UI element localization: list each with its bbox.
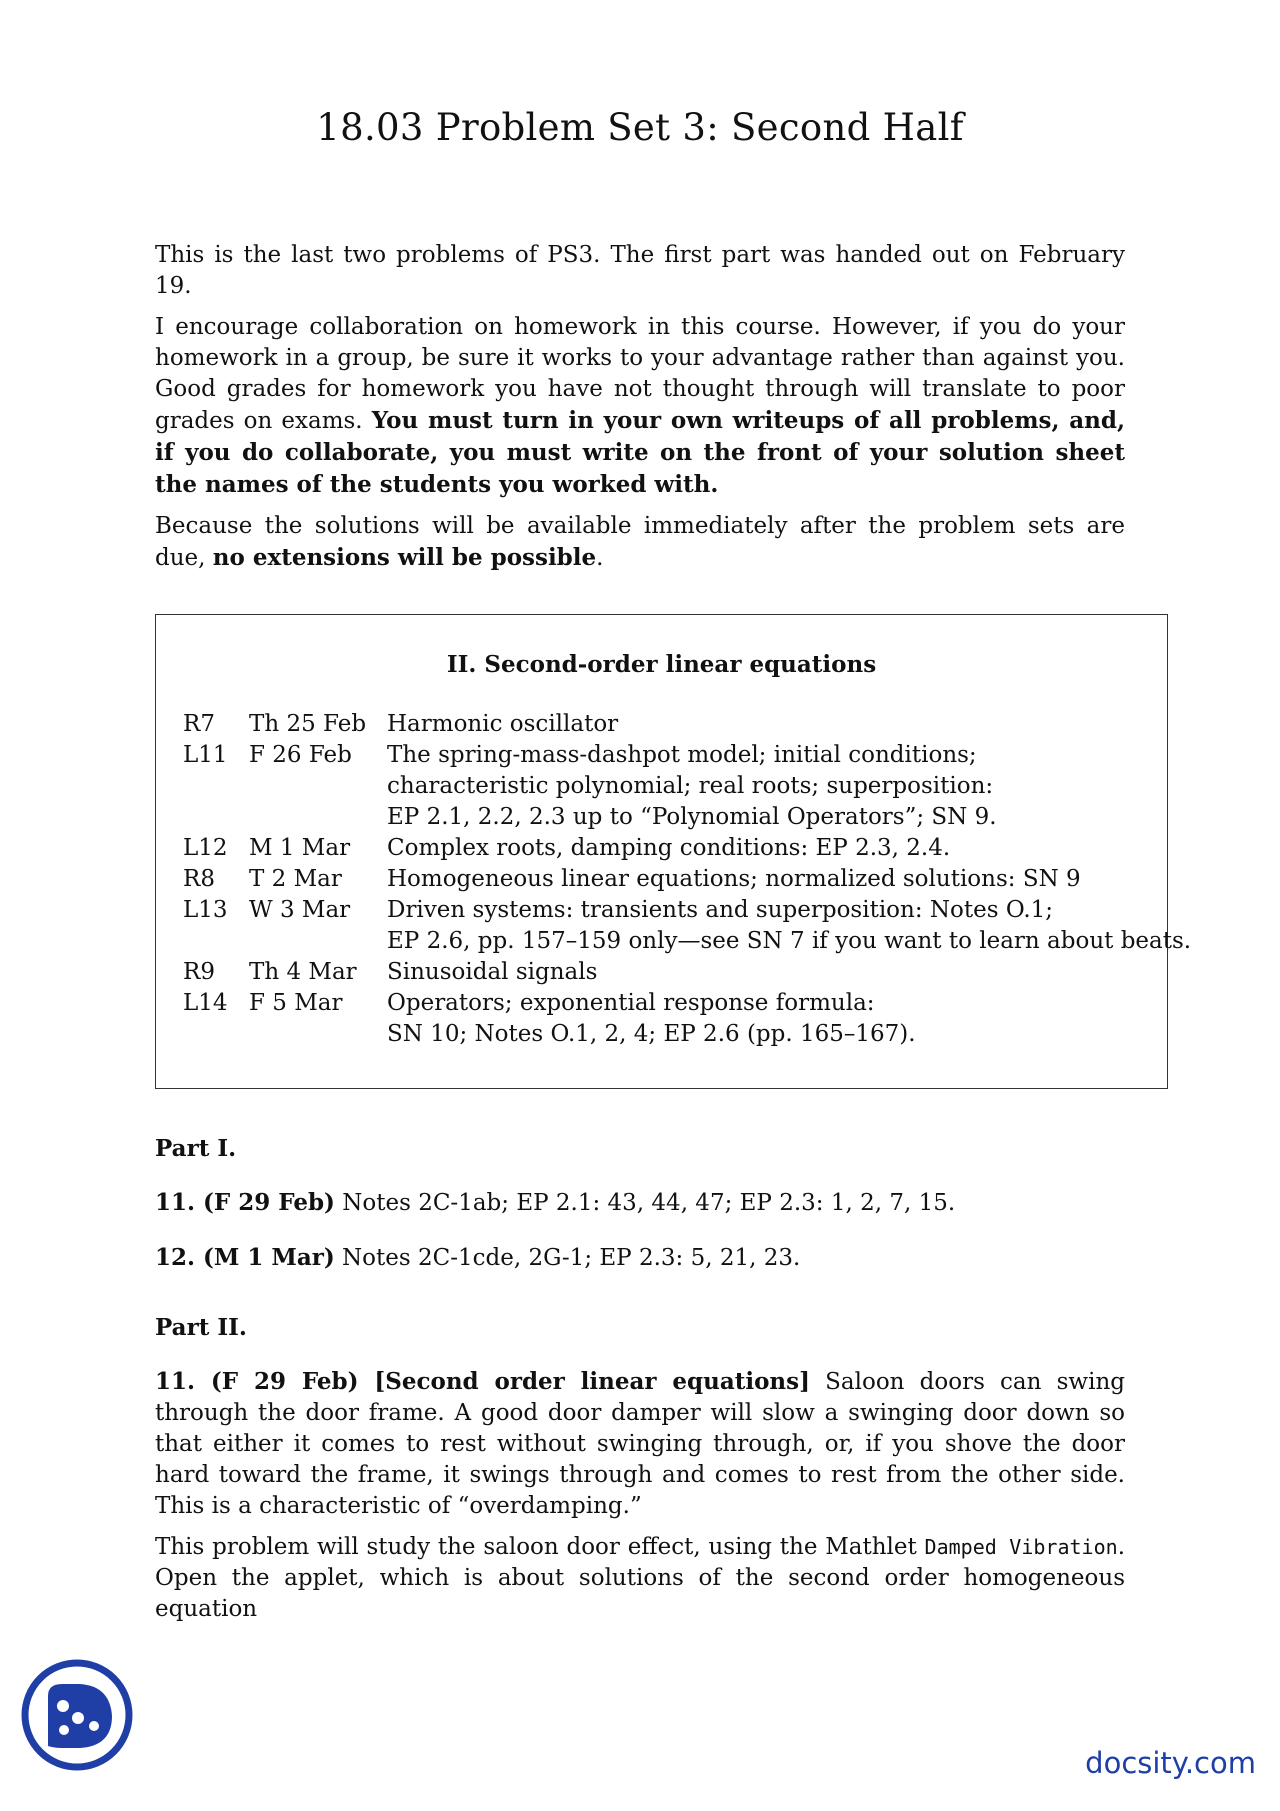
schedule-row bbox=[183, 957, 1177, 988]
topic-line: EP 2.1, 2.2, 2.3 up to “Polynomial Operators”; SN 9. bbox=[387, 804, 997, 830]
problem-text: Notes 2C-1ab; EP 2.1: 43, 44, 47; EP 2.3: 1, 2, 7, 15. bbox=[334, 1190, 956, 1216]
topic-line: Driven systems: transients and superposition: Notes O.1; bbox=[387, 897, 1054, 923]
session-date: F 5 Mar bbox=[249, 990, 343, 1016]
schedule-row bbox=[183, 895, 1192, 957]
session-code: L13 bbox=[183, 897, 228, 923]
session-topic bbox=[387, 833, 1177, 864]
topic-line: Operators; exponential response formula: bbox=[387, 990, 875, 1016]
problem-text: Notes 2C-1cde, 2G-1; EP 2.3: 5, 21, 23. bbox=[334, 1245, 801, 1271]
session-date: W 3 Mar bbox=[249, 897, 351, 923]
part-2-heading: Part II. bbox=[155, 1314, 247, 1341]
session-topic bbox=[387, 988, 1177, 1050]
session-code: R9 bbox=[183, 959, 215, 985]
schedule-row bbox=[183, 833, 1177, 864]
session-topic bbox=[387, 864, 1177, 895]
session-date: F 26 Feb bbox=[249, 742, 352, 768]
intro-paragraph-3 bbox=[155, 511, 1125, 574]
problem-label: 12. (M 1 Mar) bbox=[155, 1244, 335, 1271]
session-topic bbox=[387, 957, 1177, 988]
schedule-box bbox=[155, 614, 1192, 1089]
topic-line: EP 2.6, pp. 157–159 only—see SN 7 if you want to learn about beats. bbox=[387, 928, 1192, 954]
session-date: T 2 Mar bbox=[249, 866, 342, 892]
topic-line: Homogeneous linear equations; normalized solutions: SN 9 bbox=[387, 866, 1081, 892]
schedule-heading: II. Second-order linear equations bbox=[446, 651, 877, 678]
session-code: L11 bbox=[183, 742, 228, 768]
applet-description: . Open the applet, which is about solutions of the second order homogeneous equation bbox=[155, 1534, 1125, 1622]
applet-name: Damped Vibration bbox=[924, 1535, 1118, 1559]
part-2-problem-11 bbox=[155, 1366, 1125, 1522]
intro-section bbox=[155, 240, 1125, 584]
schedule-row bbox=[183, 988, 1177, 1050]
extensions-text: Because the solutions will be available immediately after the problem sets are due, bbox=[155, 513, 1125, 571]
session-topic bbox=[387, 895, 1192, 957]
session-code: R8 bbox=[183, 866, 215, 892]
docsity-logo-icon bbox=[18, 1656, 136, 1774]
schedule-row bbox=[183, 864, 1177, 895]
part-2-paragraph bbox=[155, 1532, 1125, 1625]
part-1-heading: Part I. bbox=[155, 1135, 237, 1162]
topic-line: Harmonic oscillator bbox=[387, 711, 619, 737]
schedule-row bbox=[183, 740, 1177, 833]
part-1-section bbox=[155, 1133, 1125, 1274]
session-code: L12 bbox=[183, 835, 228, 861]
session-date: Th 25 Feb bbox=[249, 711, 367, 737]
part-1-problem-11 bbox=[155, 1187, 1125, 1219]
extensions-period: . bbox=[596, 545, 604, 571]
session-topic bbox=[387, 709, 1177, 740]
session-topic bbox=[387, 740, 1177, 833]
problem-label: 11. (F 29 Feb) [Second order linear equations] bbox=[155, 1368, 810, 1395]
problem-label: 11. (F 29 Feb) bbox=[155, 1189, 335, 1216]
extensions-rule: no extensions will be possible bbox=[212, 544, 597, 571]
part-2-section bbox=[155, 1312, 1125, 1625]
session-date: M 1 Mar bbox=[249, 835, 351, 861]
applet-intro-text: This problem will study the saloon door effect, using the Mathlet bbox=[155, 1534, 925, 1560]
topic-line: characteristic polynomial; real roots; superposition: bbox=[387, 773, 994, 799]
intro-paragraph-1: This is the last two problems of PS3. The first part was handed out on February 19. bbox=[155, 242, 1125, 299]
problem-text: Saloon doors can swing through the door frame. A good door damper will slow a swinging door down so that either it comes to rest without swinging through, or, if you shove the door hard toward the frame, it swings through and comes to rest from the other side. This is a characteristic of “overdamping.” bbox=[155, 1369, 1125, 1519]
topic-line: SN 10; Notes O.1, 2, 4; EP 2.6 (pp. 165–167). bbox=[387, 1021, 916, 1047]
session-code: R7 bbox=[183, 711, 215, 737]
schedule-row bbox=[183, 709, 1177, 740]
session-date: Th 4 Mar bbox=[249, 959, 357, 985]
topic-line: The spring-mass-dashpot model; initial conditions; bbox=[387, 742, 977, 768]
page-title: 18.03 Problem Set 3: Second Half bbox=[316, 106, 964, 149]
part-1-problem-12 bbox=[155, 1242, 1125, 1274]
intro-paragraph-2 bbox=[155, 312, 1125, 501]
docsity-watermark[interactable]: docsity.com bbox=[1085, 1746, 1256, 1780]
topic-line: Sinusoidal signals bbox=[387, 959, 598, 985]
schedule-table bbox=[183, 709, 1192, 1050]
collaboration-text: I encourage collaboration on homework in this course. However, if you do your homework in a group, be sure it works to your advantage rather than against you. Good grades for homework you have not thought through will translate to poor grades on exams. bbox=[155, 314, 1125, 434]
collaboration-rule: You must turn in your own writeups of all problems, and, if you do collaborate, you must write on the front of your solution sheet the names of the students you worked with. bbox=[155, 407, 1125, 498]
topic-line: Complex roots, damping conditions: EP 2.3, 2.4. bbox=[387, 835, 951, 861]
session-code: L14 bbox=[183, 990, 228, 1016]
